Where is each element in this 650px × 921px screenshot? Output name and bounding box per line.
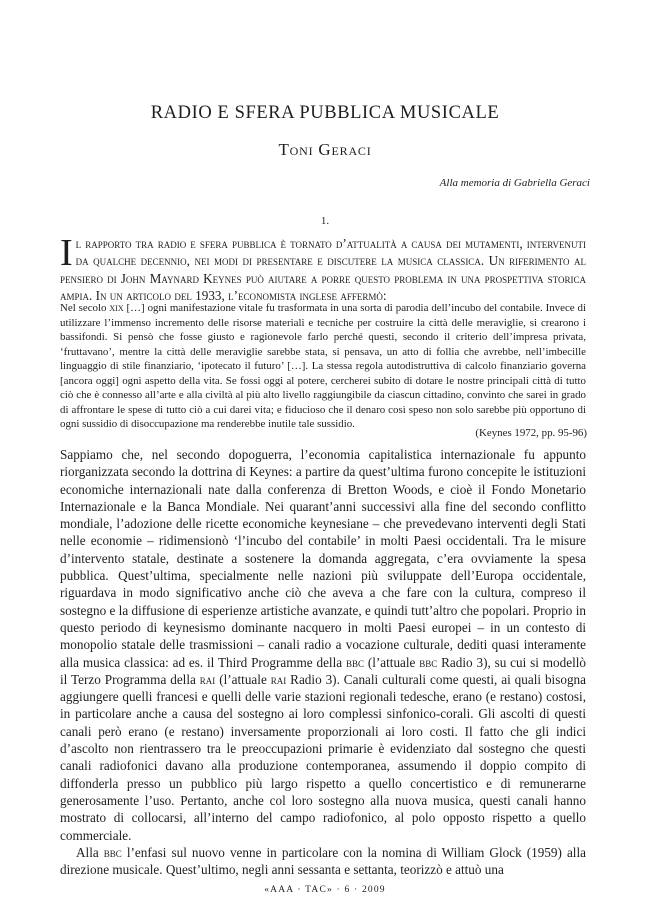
para1-text-a: Sappiamo che, nel secondo dopoguerra, l’economia capitalistica internazionale fu appunto riorganizzata secondo la dottrina di Keynes: a partire da quest’ultima furono concepite le istituzioni economiche internazionali nate dalla conferenza di Bretton Woods, e cioè il Fondo Monetario Internazionale e la Banca Mondiale. Nei quarant’anni successivi alla fine del secondo conflitto mondiale, l’adozione delle ricette economiche keynesiane – che prevedevano interventi degli Stati nelle economie – ridimensionò ‘l’incubo del contabile’ in molti Paesi occidentali. Tra le misure d’intervento statale, destinate a sostenere la domanda aggregata, c’era ovviamente la spesa pubblica. Quest’ultima, specialmente nelle nazioni più sviluppate dell’Europa occidentale, riguardava in modo significativo anche ciò che aveva a che fare con la cultura, compreso il sostegno e la diffusione di esperienze artistiche avanzate, e quindi tutt’altro che popolari. Proprio in questo periodo di keynesismo dominante nacquero in molti Paesi europei – in un contesto di monopolio statale delle trasmissioni – canali radio a vocazione culturale, dediti quasi interamente alla musica classica: ad es. il Third Programme della — [60, 447, 586, 670]
intro-text: l rapporto tra radio e sfera pubblica è tornato d’attualità a causa dei mutamenti, intervenuti da qualche decennio, nei modi di presentare e discutere la musica classica. Un riferimento al pensiero di John Maynard Keynes può aiutare a porre questo problema in una prospettiva storica ampia. In un articolo del 1933, l’economista inglese affermò: — [60, 236, 586, 303]
para1-text-d: (l’attuale — [215, 671, 271, 687]
bbc-abbrev: bbc — [345, 654, 364, 670]
paragraph-glock — [60, 844, 586, 879]
article-author: Toni Geraci — [278, 140, 372, 159]
quote-lead: Nel secolo — [60, 302, 110, 314]
quote-text: […] ogni manifestazione vitale fu trasformata in una sorta di parodia dell’incubo del contabile. Invece di utilizzare l’immenso incremento delle risorse materiali e tecniche per costruire la città delle meraviglie, si crearono i bassifondi. Si pensò che fosse giusto e ragionevole farlo perché questi, secondo il criterio dell’impresa privata, ‘fruttavano’, mentre la città delle meraviglie sarebbe stata, si pensava, un atto di follia che avrebbe, nell’imbecille linguaggio di stile finanziario, ‘ipotecato il futuro’ […]. La stessa regola autodistruttiva di calcolo finanziario governa [ancora oggi] ogni aspetto della vita. Se fossi oggi al potere, cercherei subito di dotare le nostre principali città di tutto ciò che è connesso all’arte e alla civiltà al più alto livello raggiungibile da ciascun cittadino, convinto che sarei in grado di affrontare le spese di tutto ciò a cui darei vita; e fiducioso che il denaro così speso non solo sarebbe più opportuno di ogni sussidio di disoccupazione ma renderebbe inutile tale sussidio. — [60, 302, 586, 430]
drop-cap: I — [60, 232, 73, 274]
section-number: 1. — [320, 215, 330, 227]
para2-text-a: Alla — [76, 844, 104, 860]
bbc-abbrev: bbc — [419, 654, 438, 670]
rai-abbrev: rai — [270, 671, 287, 687]
intro-paragraph — [60, 232, 586, 304]
rai-abbrev: rai — [199, 671, 216, 687]
quote-citation: (Keynes 1972, pp. 95-96) — [475, 427, 587, 439]
para1-text-c: Radio 3), su cui si modellò il Terzo Programma della — [60, 654, 586, 687]
block-quote — [60, 301, 586, 432]
page-footer: «AAA · TAC» · 6 · 2009 — [264, 885, 386, 895]
dedication: Alla memoria di Gabriella Geraci — [439, 177, 590, 189]
para2-text-b: l’enfasi sul nuovo venne in particolare con la nomina di William Glock (1959) alla direzione musicale. Quest’ultimo, negli anni sessanta e settanta, teorizzò e attuò una — [60, 844, 586, 878]
quote-century: xix — [109, 302, 124, 314]
paragraph-keynes-postwar — [60, 446, 586, 844]
article-title: RADIO E SFERA PUBBLICA MUSICALE — [150, 103, 500, 123]
intro-first-letter — [60, 232, 586, 303]
main-text — [60, 446, 586, 878]
bbc-abbrev: bbc — [103, 844, 122, 860]
para1-text-b: (l’attuale — [363, 654, 420, 670]
para1-text-e: Radio 3). Canali culturali come questi, ai quali bisogna aggiungere quelli francesi e quelli delle varie stazioni regionali tedesche, erano (e restano) costosi, in particolare anche a causa del sostegno ai loro complessi sinfonico-corali. Gli ascolti di questi canali però erano (e restano) inversamente proporzionali ai loro costi. Il fatto che gli indici d’ascolto non rientrassero tra le preoccupazioni primarie è evidenziato dal sostegno che questi canali radiofonici davano alla produzione contemporanea, assumendo il doppio compito di diffonderla presso un pubblico più largo rispetto a quello concertistico e di remunerarne generosamente l’uso. Pertanto, anche col loro sostegno alla nuova musica, questi canali hanno mostrato di collocarsi, all’interno del campo radiofonico, al polo opposto rispetto a quello commerciale. — [60, 671, 586, 843]
